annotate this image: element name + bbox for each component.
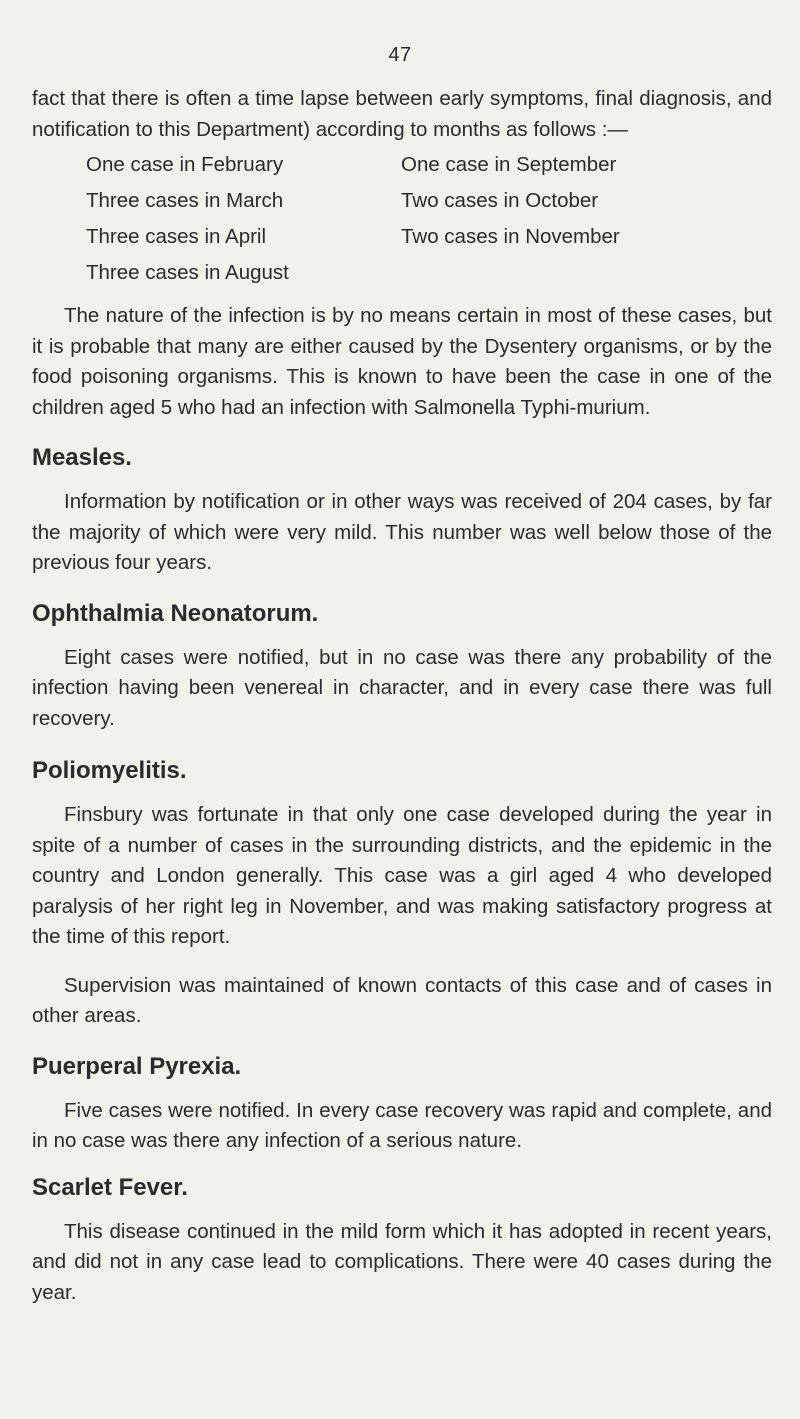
month-item: One case in February <box>86 153 284 176</box>
section-poliomyelitis <box>32 756 772 1032</box>
section-measles <box>32 443 772 579</box>
section-heading: Measles. <box>32 444 132 471</box>
month-item: Two cases in November <box>401 225 620 248</box>
section-text: Eight cases were notified, but in no case was there any probability of the infection having been venereal in character, and in every case there was full recovery. <box>32 645 772 730</box>
intro-paragraph: fact that there is often a time lapse between early symptoms, final diagnosis, and notification to this Department) according to months as follows :— <box>32 87 772 141</box>
section-text: This disease continued in the mild form which it has adopted in recent years, and did not in any case lead to complications. There were 40 cases during the year. <box>32 1219 772 1304</box>
section-heading: Puerperal Pyrexia. <box>32 1052 242 1080</box>
month-item-empty <box>401 255 761 291</box>
section-text: Five cases were notified. In every case recovery was rapid and complete, and in no case was there any infection of a serious nature. <box>32 1098 772 1152</box>
month-item: Three cases in March <box>86 189 284 212</box>
month-item: Three cases in April <box>86 225 267 248</box>
section-scarlet <box>32 1173 772 1309</box>
section-text: Finsbury was fortunate in that only one case developed during the year in spite of a number of cases in the surrounding districts, and the epidemic in the country and London generally. This case was a girl aged 4 who developed paralysis of her right leg in November, and was making satisfactory progress at the time of this report. <box>32 803 772 948</box>
page-number: 47 <box>388 44 412 66</box>
section-text-secondary: Supervision was maintained of known contacts of this case and of cases in other areas. <box>32 973 772 1027</box>
month-item: Two cases in October <box>401 189 599 212</box>
section-heading: Poliomyelitis. <box>32 757 187 784</box>
month-item: One case in September <box>401 153 617 176</box>
section-puerperal <box>32 1052 772 1157</box>
infection-paragraph: The nature of the infection is by no means certain in most of these cases, but it is probable that many are either caused by the Dysentery organisms, or by the food poisoning organisms. This is known to have been the case in one of the children aged 5 who had an infection with Salmonella Typhi-murium. <box>32 304 772 419</box>
section-heading: Ophthalmia Neonatorum. <box>32 599 319 627</box>
page-content <box>32 84 772 1308</box>
section-heading: Scarlet Fever. <box>32 1173 188 1201</box>
month-item: Three cases in August <box>86 261 289 284</box>
section-ophthalmia <box>32 599 772 735</box>
month-list <box>86 147 772 291</box>
section-text: Information by notification or in other ways was received of 204 cases, by far the majority of which were very mild. This number was well below those of the previous four years. <box>32 490 772 574</box>
